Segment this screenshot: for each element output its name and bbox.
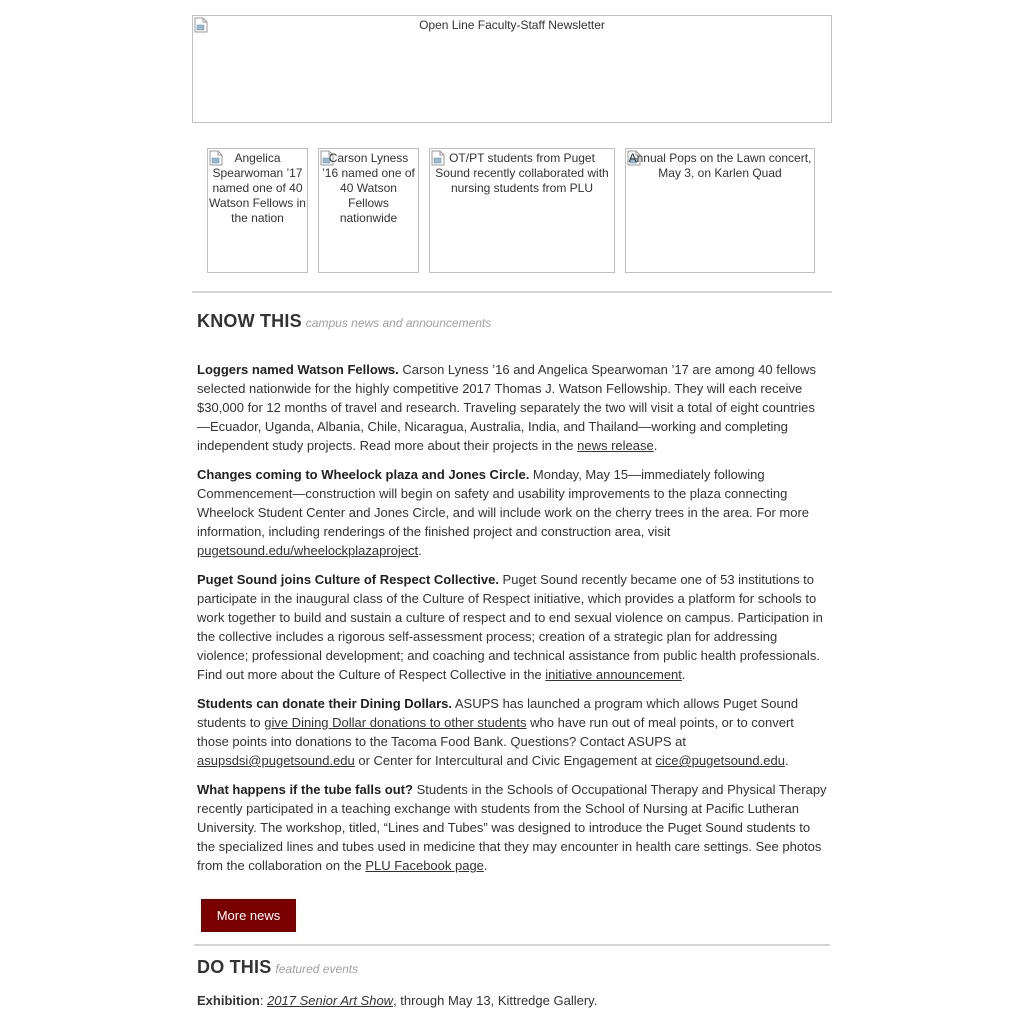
- thumbnail-pops-on-the-lawn[interactable]: [625, 148, 815, 273]
- article-culture-of-respect: [197, 570, 827, 684]
- section-divider: [194, 944, 830, 946]
- thumbnail-alt-text: Angelica Spearwoman ’17 named one of 40 Watson Fellows in the nation: [209, 151, 306, 225]
- thumbnail-alt-text: Carson Lyness ’16 named one of 40 Watson Fellows nationwide: [322, 151, 415, 225]
- asups-email-link[interactable]: asupsdsi@pugetsound.edu: [197, 753, 355, 768]
- wheelock-project-link[interactable]: pugetsound.edu/wheelockplazaproject: [197, 543, 419, 558]
- article-body: who have run out of meal points, or to convert those points into donations to the Tacoma Food Bank. Questions? Contact ASUPS at: [197, 715, 794, 749]
- event-label: Exhibition: [197, 993, 260, 1008]
- article-tail: .: [653, 438, 658, 453]
- article-body: or Center for Intercultural and Civic Engagement at: [354, 753, 656, 768]
- banner-image: [192, 15, 832, 123]
- section-title: KNOW THIS: [197, 311, 302, 331]
- section-title: DO THIS: [197, 957, 272, 977]
- initiative-announcement-link[interactable]: initiative announcement: [545, 667, 682, 682]
- article-headline: Puget Sound joins Culture of Respect Collective.: [197, 572, 499, 587]
- thumbnail-alt-text: OT/PT students from Puget Sound recently collaborated with nursing students from PLU: [435, 151, 609, 195]
- event-separator: :: [259, 993, 268, 1008]
- senior-art-show-link[interactable]: 2017 Senior Art Show: [267, 993, 394, 1008]
- section-subtitle: campus news and announcements: [305, 316, 492, 330]
- article-tail: .: [681, 667, 686, 682]
- article-body: Puget Sound recently became one of 53 institutions to participate in the inaugural class of the Culture of Respect initiative, which provides a platform for schools to work together to build and sustain a culture of respect and to end sexual violence on campus. Participation in the collective includes a rigorous self-assessment process; creation of a strategic plan for addressing violence; professional development; and coaching and technical assistance from public health professionals. Find out more about the Culture of Respect Collective in the: [197, 572, 823, 682]
- know-this-header: [197, 311, 491, 332]
- event-details: , through May 13, Kittredge Gallery.: [393, 993, 598, 1008]
- event-item: [197, 991, 597, 1010]
- plu-facebook-link[interactable]: PLU Facebook page: [365, 858, 484, 873]
- dining-dollar-donations-link[interactable]: give Dining Dollar donations to other students: [264, 715, 527, 730]
- article-tube-falls-out: [197, 780, 827, 875]
- article-headline: What happens if the tube falls out?: [197, 782, 413, 797]
- article-headline: Students can donate their Dining Dollars.: [197, 696, 452, 711]
- thumbnail-watson-spearwoman[interactable]: [207, 148, 308, 273]
- thumbnail-alt-text: Annual Pops on the Lawn concert, May 3, on Karlen Quad: [628, 151, 812, 180]
- do-this-header: [197, 957, 358, 978]
- article-body: Students in the Schools of Occupational Therapy and Physical Therapy recently participated in a teaching exchange with students from the School of Nursing at Pacific Lutheran University. The workshop, titled, “Lines and Tubes” was designed to introduce the Puget Sound students to the specialized lines and tubes used in medicine that they may encounter in health care settings. See photos from the collaboration on the: [197, 782, 827, 873]
- article-wheelock-plaza: [197, 465, 827, 560]
- article-body: ASUPS has launched a program which allows Puget Sound students to: [197, 696, 799, 730]
- article-watson-fellows: [197, 360, 827, 455]
- section-divider: [192, 291, 832, 293]
- article-body: Carson Lyness ’16 and Angelica Spearwoman ’17 are among 40 fellows selected nationwide for the highly competitive 2017 Thomas J. Watson Fellowship. They will each receive $30,000 for 12 months of travel and research. Traveling separately the two will visit a total of eight countries—Ecuador, Uganda, Albania, Chile, Nicaragua, Australia, India, and Thailand—working and completing independent study projects. Read more about their projects in the: [197, 362, 816, 453]
- section-subtitle: featured events: [275, 962, 359, 976]
- article-tail: .: [418, 543, 422, 558]
- news-release-link[interactable]: news release: [577, 438, 654, 453]
- more-news-button[interactable]: More news: [201, 899, 296, 932]
- article-headline: Changes coming to Wheelock plaza and Jones Circle.: [197, 467, 530, 482]
- article-tail: .: [483, 858, 488, 873]
- article-dining-dollars: [197, 694, 827, 770]
- cice-email-link[interactable]: cice@pugetsound.edu: [655, 753, 785, 768]
- banner-alt-text: Open Line Faculty-Staff Newsletter: [419, 18, 605, 32]
- thumbnail-watson-lyness[interactable]: [318, 148, 419, 273]
- thumbnail-otpt-nursing[interactable]: [429, 148, 615, 273]
- article-tail: .: [784, 753, 789, 768]
- article-headline: Loggers named Watson Fellows.: [197, 362, 399, 377]
- article-body: Monday, May 15—immediately following Commencement—construction will begin on safety and usability improvements to the plaza connecting Wheelock Student Center and Jones Circle, and will include work on the cherry trees in the area. For more information, including renderings of the finished project and construction area, visit: [197, 467, 810, 539]
